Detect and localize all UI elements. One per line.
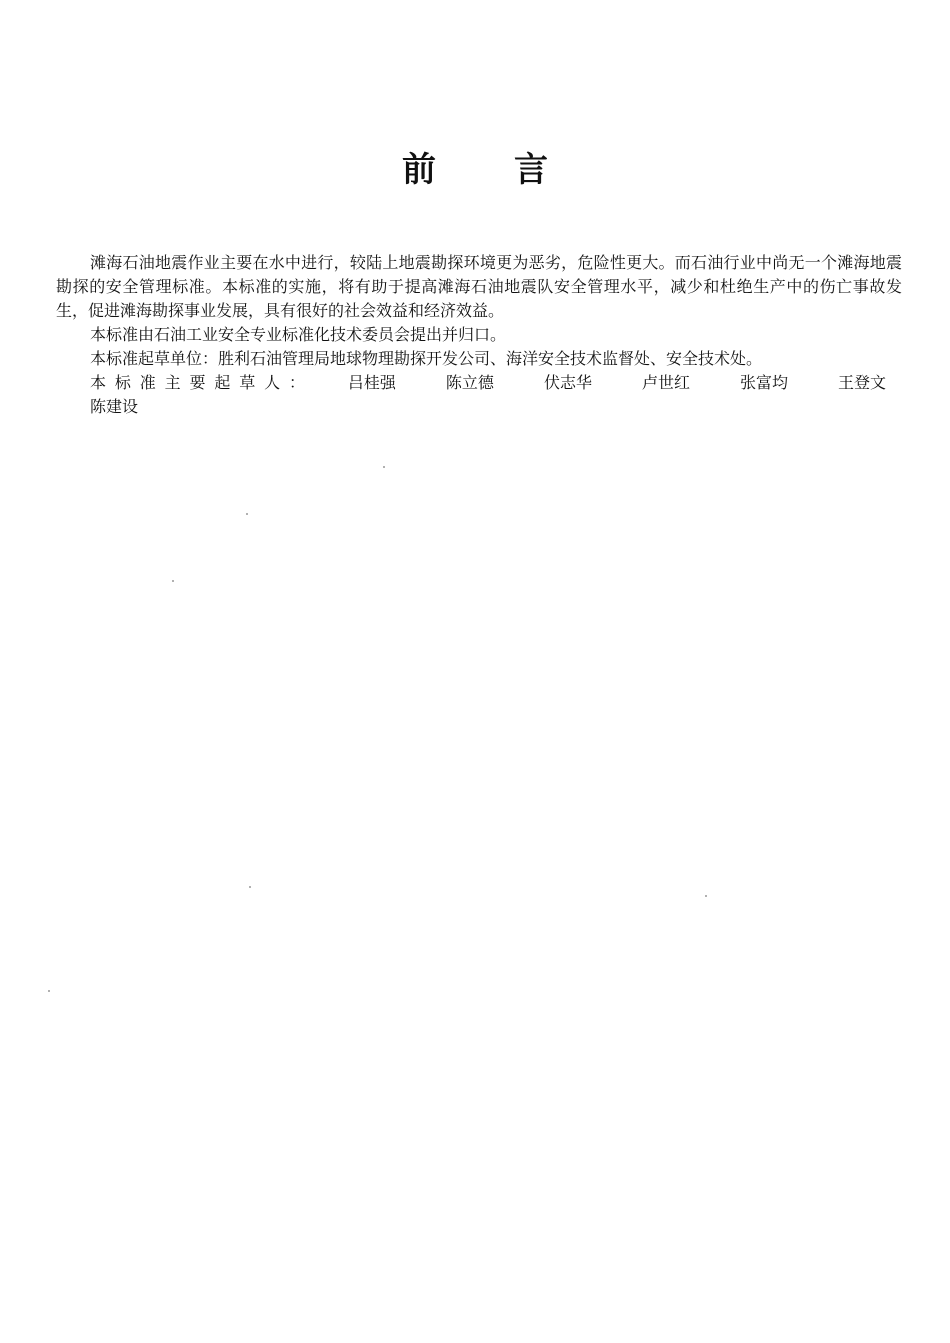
scan-speck	[246, 513, 248, 515]
paragraph-responsible-committee: 本标准由石油工业安全专业标准化技术委员会提出并归口。	[90, 325, 507, 344]
scan-speck	[172, 580, 174, 582]
paragraph-drafters	[56, 371, 902, 419]
scan-speck	[249, 886, 251, 888]
drafter-name: 王登文	[837, 373, 886, 392]
scan-speck	[705, 895, 707, 897]
drafter-name: 陈建设	[90, 397, 139, 416]
drafter-name: 张富均	[739, 373, 788, 392]
page-title: 前言	[402, 150, 626, 190]
drafter-name: 陈立德	[445, 373, 494, 392]
drafters-label: 本标准主要起草人：	[90, 373, 314, 392]
drafter-name: 吕桂强	[347, 373, 396, 392]
paragraph-background: 滩海石油地震作业主要在水中进行，较陆上地震勘探环境更为恶劣，危险性更大。而石油行业中尚无一个滩海地震勘探的安全管理标准。本标准的实施，将有助于提高滩海石油地震队安全管理水平，减少和杜绝生产中的伤亡事故发生，促进滩海勘探事业发展，具有很好的社会效益和经济效益。	[56, 253, 902, 320]
drafter-name: 卢世红	[641, 373, 690, 392]
scan-speck	[48, 990, 50, 992]
foreword-body	[56, 251, 902, 419]
drafter-name: 伏志华	[543, 373, 592, 392]
scan-speck	[383, 466, 385, 468]
paragraph-drafting-units: 本标准起草单位：胜利石油管理局地球物理勘探开发公司、海洋安全技术监督处、安全技术处。	[90, 349, 763, 368]
